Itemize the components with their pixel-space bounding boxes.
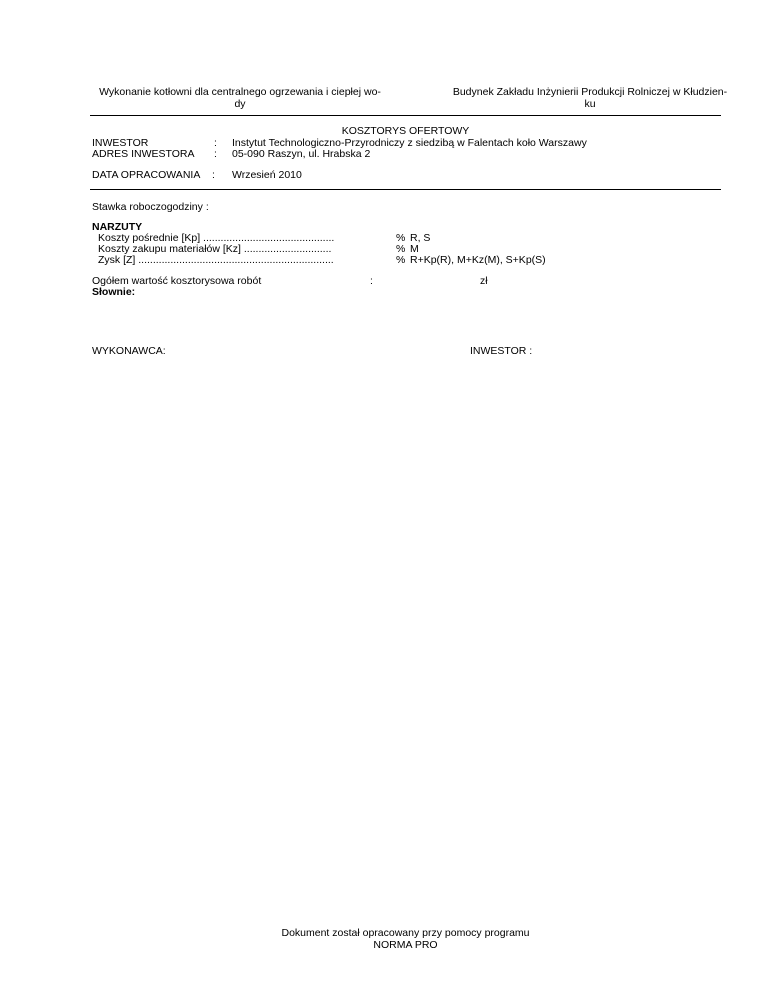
- address-value: 05-090 Raszyn, ul. Hrabska 2: [232, 148, 371, 160]
- markup-unit: %: [396, 254, 406, 266]
- investor-colon: :: [214, 137, 217, 149]
- markup-basis: R, S: [410, 232, 431, 244]
- total-in-words: [92, 286, 135, 298]
- date-label: DATA OPRACOWANIA: [92, 169, 201, 181]
- markup-unit: %: [396, 243, 406, 255]
- markup-basis: M: [410, 243, 419, 255]
- date-value: Wrzesień 2010: [232, 169, 302, 181]
- header-divider: [90, 115, 721, 116]
- markup-unit: %: [396, 232, 406, 244]
- total-label: Ogółem wartość kosztorysowa robót: [92, 275, 262, 287]
- address-label: ADRES INWESTORA: [92, 148, 195, 160]
- footer-line2: NORMA PRO: [373, 939, 438, 951]
- footer-line1: Dokument został opracowany przy pomocy programu: [281, 927, 530, 939]
- footer: [90, 927, 721, 951]
- total-currency: zł: [480, 275, 488, 287]
- date-colon: :: [212, 169, 215, 181]
- header-right: [440, 86, 740, 110]
- header-left-line2: dy: [234, 98, 246, 110]
- markups-heading-text: NARZUTY: [92, 221, 143, 233]
- markup-label: Koszty zakupu materiałów [Kz] ..............................: [98, 243, 332, 255]
- header-right-line1: Budynek Zakładu Inżynierii Produkcji Rolniczej w Kłudzien-: [452, 86, 728, 98]
- header-right-line2: ku: [584, 98, 596, 110]
- header-left-line1: Wykonanie kotłowni dla centralnego ogrzewania i ciepłej wo-: [99, 86, 381, 98]
- investor-signature-label: INWESTOR :: [470, 345, 533, 357]
- markup-basis: R+Kp(R), M+Kz(M), S+Kp(S): [410, 254, 546, 266]
- markup-row-profit: [98, 254, 334, 266]
- contractor-label: WYKONAWCA:: [92, 345, 166, 357]
- total-colon: :: [370, 275, 373, 287]
- investor-label: INWESTOR: [92, 137, 149, 149]
- rate-label: Stawka roboczogodziny :: [92, 201, 209, 213]
- info-divider: [90, 189, 721, 190]
- address-colon: :: [214, 148, 217, 160]
- investor-value: Instytut Technologiczno-Przyrodniczy z siedzibą w Falentach koło Warszawy: [232, 137, 587, 149]
- markup-label: Koszty pośrednie [Kp] .............................................: [98, 232, 335, 244]
- total-in-words-label: Słownie:: [92, 286, 136, 298]
- document-title: KOSZTORYS OFERTOWY: [341, 125, 470, 137]
- header-left: [90, 86, 390, 110]
- markup-label: Zysk [Z] ...................................................................: [98, 254, 334, 266]
